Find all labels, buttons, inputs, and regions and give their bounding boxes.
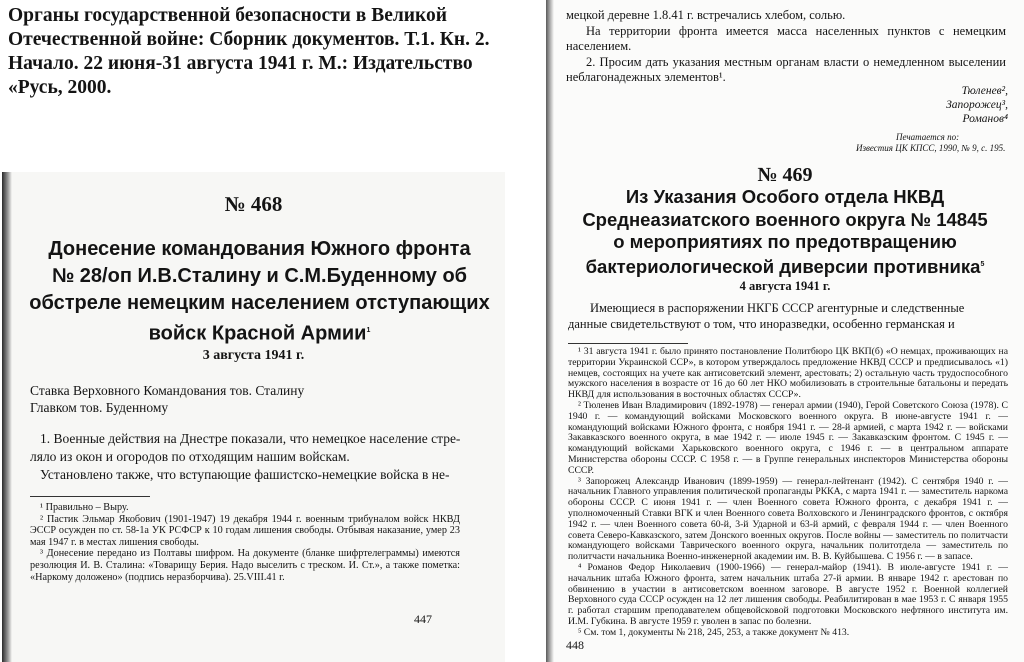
page-number: 448 (566, 638, 584, 652)
doc-468-date: 3 августа 1941 г. (202, 348, 305, 363)
doc-469-title (546, 186, 1024, 278)
title-line: обстреле немецким населением отступающих (29, 292, 490, 314)
doc-467-ending (566, 8, 1006, 86)
body-line: ляло из окон и огородов по отходящим нашим войскам. (30, 449, 350, 464)
doc-469-date: 4 августа 1941 г. (739, 279, 831, 293)
doc-number-468: № 468 (224, 192, 283, 216)
footnote: ² Тюленев Иван Владимирович (1892-1978) — генерал армии (1940), Герой Советского Союза (1978). С 1940 г. — командующий войсками Московского военного округа. В июне-августе 1941 г. — командующий войсками Южного фронта, с ноября 1941 г. — 28-й армией, с марта 1942 г. — войсками Закавказского военного округа, в мае 1942 г. — июле 1945 г. — Закавказским фронтом. С 1945 г. — командующий войсками Харьковского военного округа, с 1946 г. — в центральном аппарате Министерства обороны СССР. С 1958 г. — в Группе генеральных инспекторов Министерства обороны СССР. (568, 399, 1008, 476)
addressee-line: Главком тов. Буденному (30, 400, 169, 415)
title-line: № 28/оп И.В.Сталину и С.М.Буденному об (51, 265, 468, 287)
footnote-ref: 1 (366, 327, 371, 334)
footnote: ¹ 31 августа 1941 г. было принято постановление Политбюро ЦК ВКП(б) «О немцах, проживающих на территории Украинской ССР», в котором утверждалось предложение НКВД СССР и предписывалось «1) немцев, состоящих на учете как антисоветский элемент, арестовать; 2) остальную часть трудоспособного мужского населения в возрасте от 16 до 60 лет НКО мобилизовать в строительные батальоны и передать НКВД для использования в восточных областях СССР». (568, 346, 1008, 401)
body-line: Установлено также, что вступающие фашистско-немецкие войска в не- (40, 467, 450, 482)
printed-label: Печатается по: (896, 132, 960, 142)
title-line: Донесение командования Южного фронта (48, 238, 471, 260)
body-paragraph: На территории фронта имеется масса населенных пунктов с немецким населением. (566, 23, 1006, 53)
body-paragraph: 2. Просим дать указания местным органам власти о немедленном выселении неблагонадежных элементов¹. (566, 54, 1006, 84)
title-line-last (546, 254, 1024, 279)
citation-line-3: Начало. 22 июня-31 августа 1941 г. М.: Издательство (8, 53, 473, 74)
title-line: Из Указания Особого отдела НКВД (625, 186, 945, 207)
title-line-last (2, 317, 505, 348)
doc-468-footnotes (30, 502, 460, 583)
signatures (846, 84, 1008, 126)
title-line: Среднеазиатского военного округа № 14845 (582, 208, 988, 230)
footnote: ¹ Правильно – Выру. (40, 502, 129, 513)
signature: Запорожец³, (946, 99, 1008, 111)
doc-468-body (30, 430, 470, 484)
doc-469-footnotes (568, 347, 1008, 639)
footnote: ³ Донесение передано из Полтавы шифром. На документе (бланке шифртелеграммы) имеются резолюция И. В. Сталина: «Товарищу Берия. Надо выселить с треском. И. Ст.», а также пометка: «Наркому доложено» (подпись неразборчива). 25.VIII.41 г. (30, 548, 460, 583)
footnote: ⁵ См. том 1, документы № 218, 245, 253, а также документ № 413. (578, 626, 850, 638)
printed-source: Известия ЦК КПСС, 1990, № 9, с. 195. (856, 143, 1006, 153)
title-line: бактериологической диверсии противника (585, 255, 981, 277)
citation-line-2: Отечественной войне: Сборник документов. Т.1. Кн. 2. (8, 29, 490, 50)
doc-468-title (2, 236, 505, 348)
page-447 (2, 172, 505, 662)
body-line: мецкой деревне 1.8.41 г. встречались хлебом, солью. (566, 8, 846, 22)
footnote-separator (30, 496, 150, 497)
doc-number-469: № 469 (757, 164, 813, 186)
footnote-ref: 5 (980, 260, 985, 268)
addressee-line: Ставка Верховного Командования тов. Сталину (30, 383, 305, 398)
footnote: ⁴ Романов Федор Николаевич (1900-1966) — генерал-майор (1941). В июле-августе 1941 г. — начальник штаба Южного фронта, затем начальник штаба 27-й армии. В январе 1942 г. арестован по обвинению в участии в антисоветском военном заговоре. В августе 1952 г. Военной коллегией Верховного суда СССР осужден на 12 лет лишения свободы. Реабилитирован в мае 1953 г. С января 1955 г. работал старшим преподавателем общевойсковой подготовки Московского нефтяного института им. И.М. Губкина. В августе 1959 г. уволен в запас по болезни. (568, 561, 1008, 627)
page-edge-shadow (546, 0, 554, 662)
addressee-block (30, 382, 304, 416)
signature: Тюленев², (961, 85, 1008, 97)
footnote-separator (568, 343, 688, 344)
doc-469-body (568, 300, 1008, 332)
title-line: о мероприятиях по предотвращению (613, 231, 957, 252)
body-line: данные свидетельствуют о том, что иноразведки, особенно германская и (568, 317, 955, 331)
page-number: 447 (414, 612, 432, 626)
title-line: войск Красной Армии (148, 322, 367, 345)
citation-header (8, 4, 538, 100)
body-line: Имеющиеся в распоряжении НКГБ СССР агентурные и следственные (590, 301, 965, 315)
source-note (856, 132, 1005, 154)
citation-line-1: Органы государственной безопасности в Великой (8, 5, 447, 26)
signature: Романов⁴ (962, 113, 1008, 125)
body-line: 1. Военные действия на Днестре показали, что немецкое население стре- (40, 431, 461, 446)
citation-line-4: «Русь, 2000. (8, 77, 112, 98)
page-448 (546, 0, 1024, 662)
footnote: ³ Запорожец Александр Иванович (1899-1959) — генерал-лейтенант (1942). С сентября 1940 г. — начальник Главного управления политической пропаганды РККА, с марта 1941 г. — заместитель наркома обороны СССР. С июня 1941 г. — член Военного совета Южного фронта, с декабря 1941 г. — уполномоченный Ставки ВГК и член Военного совета Волховского и Ленинградского фронтов, с октября 1942 г. — член Военного совета 60-й, 3-й Ударной и 63-й армий, с февраля 1944 г. — член Военного совета Северо-Кавказского, затем Донского военных округов. После войны — заместитель по политчасти командующего войсками Таврического военного округа, начальник политотдела — заместитель по политчасти начальника Военно-инженерной академии им. В. В. Куйбышева. С 1956 г. — в запасе. (568, 475, 1008, 563)
footnote: ² Пастик Эльмар Якобович (1901-1947) 19 декабря 1944 г. военным трибуналом войск НКВД ЭССР осужден по ст. 58-1а УК РСФСР к 10 годам лишения свободы. Отбывая наказание, умер 23 мая 1947 г. в местах лишения свободы. (30, 513, 460, 548)
